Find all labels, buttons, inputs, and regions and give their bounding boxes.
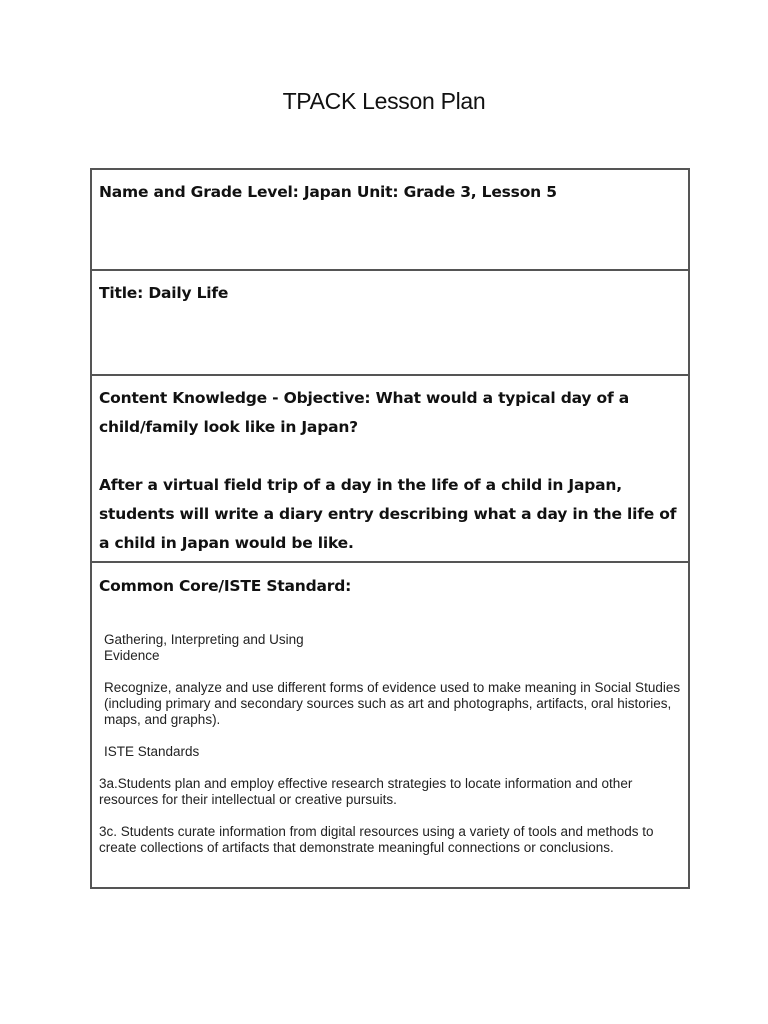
standards-heading: Common Core/ISTE Standard: [99,577,352,595]
objective-statement-text: After a virtual field trip of a day in the life of a child in Japan, students will write a diary entry describing what a day in the life of a child in Japan would be like. [99,476,677,552]
lesson-plan-table [90,168,690,889]
standard-item: Gathering, Interpreting and Using Evidence [104,632,304,663]
lesson-title-text: Title: Daily Life [99,284,229,302]
objective-text: Content Knowledge - Objective: What would a typical day of a child/family look like in Japan? [99,389,629,436]
document-title: TPACK Lesson Plan [282,88,486,114]
standard-item: Recognize, analyze and use different forms of evidence used to make meaning in Social Studies (including primary and secondary sources such as art and photographs, artifacts, oral histories, maps, and graphs). [104,680,681,727]
standard-item: 3a.Students plan and employ effective research strategies to locate information and other resources for their intellectual or creative pursuits. [99,776,633,807]
standard-item: 3c. Students curate information from digital resources using a variety of tools and methods to create collections of artifacts that demonstrate meaningful connections or conclusions. [99,824,654,855]
name-grade-row [92,170,688,271]
name-grade-text: Name and Grade Level: Japan Unit: Grade 3, Lesson 5 [99,183,557,201]
title-row [92,271,688,376]
standard-item: ISTE Standards [104,744,200,759]
standards-row [92,563,688,887]
content-knowledge-row [92,376,688,563]
